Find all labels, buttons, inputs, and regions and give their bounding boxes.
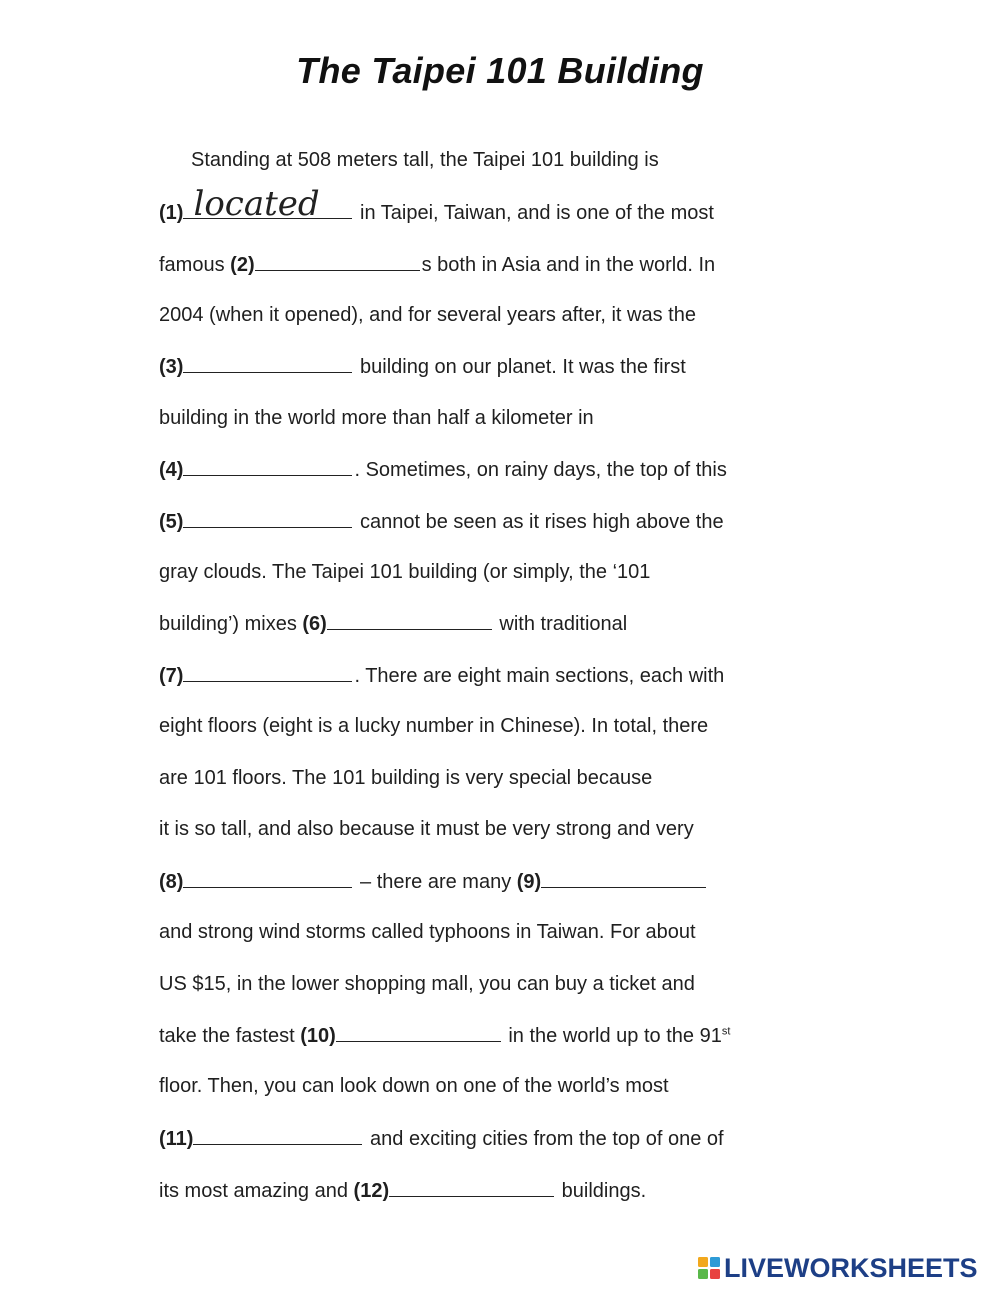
blank-number: (3) bbox=[159, 356, 184, 378]
answer-blank-10[interactable] bbox=[336, 1021, 501, 1042]
text-line: gray clouds. The Taipei 101 building (or simply, the ‘101 bbox=[159, 561, 651, 583]
answer-blank-9[interactable] bbox=[541, 867, 706, 888]
text-line bbox=[159, 507, 859, 536]
blank-number: (11) bbox=[159, 1128, 194, 1150]
text-segment: – there are many bbox=[354, 871, 517, 893]
text-line: and strong wind storms called typhoons in Taiwan. For about bbox=[159, 921, 696, 943]
text-segment: take the fastest bbox=[159, 1025, 301, 1047]
text-segment: in Taipei, Taiwan, and is one of the most bbox=[354, 202, 714, 224]
text-segment: cannot be seen as it rises high above the bbox=[354, 511, 724, 533]
text-line: 2004 (when it opened), and for several years after, it was the bbox=[159, 304, 696, 326]
text-line bbox=[159, 1124, 859, 1153]
blank-number: (6) bbox=[302, 613, 327, 635]
text-line bbox=[159, 1021, 859, 1050]
text-segment: buildings. bbox=[556, 1180, 647, 1202]
text-segment: with traditional bbox=[493, 613, 628, 635]
text-segment: in the world up to the 91 bbox=[502, 1025, 722, 1047]
text-line bbox=[159, 867, 859, 896]
text-segment: its most amazing and bbox=[159, 1180, 354, 1202]
answer-blank-5[interactable] bbox=[183, 507, 352, 528]
text-line bbox=[159, 1176, 859, 1205]
text-line bbox=[159, 184, 859, 227]
text-line: US $15, in the lower shopping mall, you can buy a ticket and bbox=[159, 973, 695, 995]
blank-number: (10) bbox=[300, 1025, 336, 1047]
text-segment: building’) mixes bbox=[159, 613, 303, 635]
answer-blank-7[interactable] bbox=[183, 661, 352, 682]
blank-number: (8) bbox=[159, 871, 184, 893]
text-line: are 101 floors. The 101 building is very special because bbox=[159, 767, 653, 789]
blank-number: (9) bbox=[516, 871, 542, 893]
text-line: it is so tall, and also because it must be very strong and very bbox=[159, 818, 694, 840]
blank-number: (1) bbox=[159, 202, 184, 224]
text-line bbox=[159, 455, 859, 484]
answer-blank-12[interactable] bbox=[389, 1176, 554, 1197]
brand-name: LIVEWORKSHEETS bbox=[724, 1253, 978, 1283]
blank-number: (12) bbox=[353, 1180, 390, 1202]
blank-number: (7) bbox=[159, 665, 184, 687]
blank-number: (5) bbox=[159, 511, 184, 533]
page-title: The Taipei 101 Building bbox=[296, 50, 704, 91]
answer-blank-2[interactable] bbox=[255, 250, 420, 271]
answer-blank-11[interactable] bbox=[193, 1124, 362, 1145]
text-segment: s both in Asia and in the world. In bbox=[421, 254, 716, 276]
liveworksheets-logo-icon bbox=[698, 1257, 720, 1279]
text-segment: . Sometimes, on rainy days, the top of this bbox=[354, 459, 727, 481]
answer-1-text: located bbox=[193, 184, 320, 224]
text-line: building in the world more than half a kilometer in bbox=[159, 407, 594, 429]
text-line bbox=[159, 609, 859, 638]
ordinal-suffix: st bbox=[721, 1025, 731, 1038]
liveworksheets-footer[interactable] bbox=[698, 1253, 978, 1283]
answer-blank-1[interactable] bbox=[183, 184, 352, 224]
text-line: eight floors (eight is a lucky number in Chinese). In total, there bbox=[159, 715, 709, 737]
text-segment: building on our planet. It was the first bbox=[354, 356, 686, 378]
text-line: floor. Then, you can look down on one of the world’s most bbox=[159, 1075, 669, 1097]
text-line bbox=[159, 352, 859, 381]
text-line bbox=[159, 661, 859, 690]
blank-number: (2) bbox=[230, 254, 255, 276]
text-segment: and exciting cities from the top of one of bbox=[364, 1128, 724, 1150]
text-line: Standing at 508 meters tall, the Taipei 101 building is bbox=[191, 149, 659, 171]
answer-blank-6[interactable] bbox=[327, 609, 492, 630]
text-line bbox=[159, 250, 859, 279]
answer-blank-4[interactable] bbox=[183, 455, 352, 476]
answer-blank-3[interactable] bbox=[183, 352, 352, 373]
text-segment: . There are eight main sections, each with bbox=[354, 665, 725, 687]
blank-number: (4) bbox=[159, 459, 184, 481]
answer-blank-8[interactable] bbox=[183, 867, 352, 888]
text-segment: famous bbox=[159, 254, 231, 276]
